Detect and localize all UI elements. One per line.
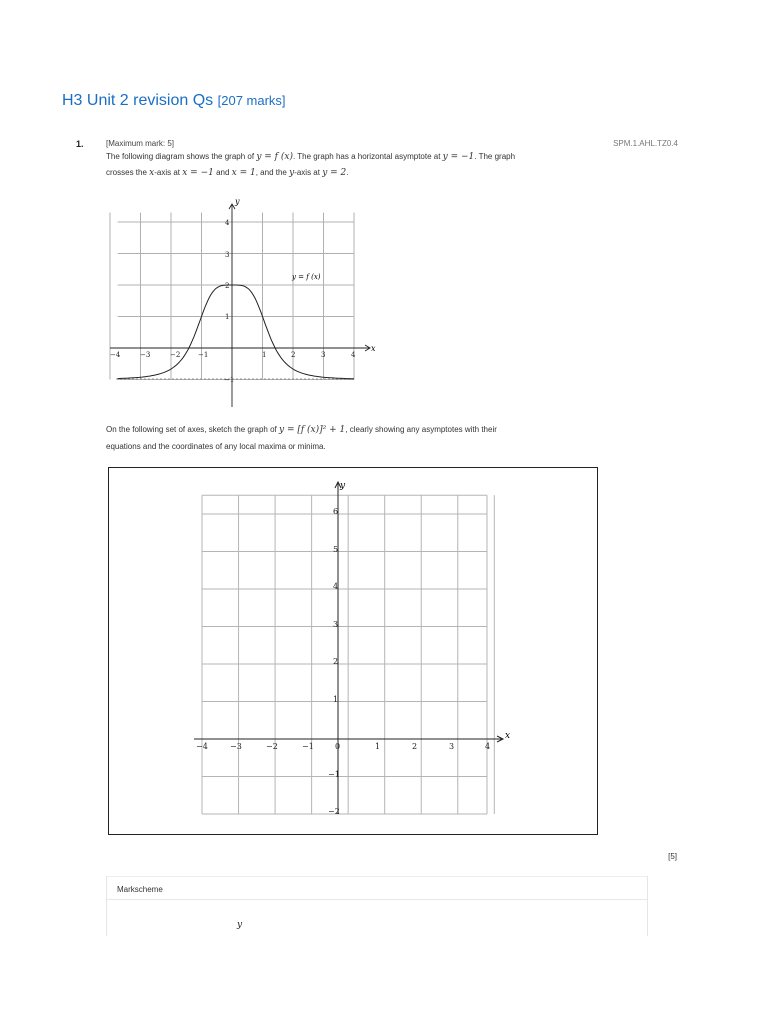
graph2-y-tick: −2 xyxy=(328,807,340,816)
graph2-y-tick: 2 xyxy=(333,657,339,666)
graph2-x-tick: 0 xyxy=(335,742,341,751)
question-reference: SPM.1.AHL.TZ0.4 xyxy=(613,139,678,148)
graph2-y-label: y xyxy=(340,481,346,491)
question-line-1: The following diagram shows the graph of y = f (x). The graph has a horizontal asymptote at y = −1. The graph xyxy=(106,152,516,162)
graph2-x-tick: 4 xyxy=(485,742,491,751)
graph2-y-tick: 1 xyxy=(333,695,339,704)
function-graph xyxy=(108,194,378,410)
title-main: H3 Unit 2 revision Qs xyxy=(62,92,214,109)
graph2-y-tick: 6 xyxy=(333,507,339,516)
question-line-3: On the following set of axes, sketch the graph of y = [f (x)]² + 1, clearly showing any asymptotes with their xyxy=(106,425,497,435)
markscheme-header[interactable]: Markscheme xyxy=(107,876,647,900)
graph1-x-tick: 3 xyxy=(321,351,326,359)
graph1-x-tick: 1 xyxy=(262,351,267,359)
graph1-x-tick: 2 xyxy=(291,351,296,359)
graph2-y-tick: 5 xyxy=(333,545,339,554)
answer-box[interactable] xyxy=(108,467,598,835)
graph1-y-tick: 1 xyxy=(225,313,230,321)
graph2-x-tick: 2 xyxy=(412,742,418,751)
graph2-y-tick: −1 xyxy=(328,770,340,779)
graph1-x-tick: −3 xyxy=(140,351,151,359)
graph1-y-tick: −1 xyxy=(224,376,235,384)
markscheme-panel[interactable] xyxy=(106,876,648,936)
page-title xyxy=(62,92,286,110)
question-line-4: equations and the coordinates of any local maxima or minima. xyxy=(106,442,326,451)
marks-available: [5] xyxy=(668,852,677,861)
graph1-x-tick: −4 xyxy=(110,351,121,359)
graph2-x-label: x xyxy=(505,731,511,741)
graph2-x-tick: 3 xyxy=(449,742,455,751)
graph1-curve-label: y = f (x) xyxy=(292,273,321,281)
graph1-x-tick: −2 xyxy=(170,351,181,359)
graph1-y-tick: 3 xyxy=(225,251,230,259)
graph2-x-tick: −2 xyxy=(266,742,278,751)
graph1-y-label: y xyxy=(235,197,240,206)
graph2-x-tick: −4 xyxy=(196,742,208,751)
title-marks: [207 marks] xyxy=(217,93,286,108)
graph2-x-tick: −1 xyxy=(302,742,314,751)
graph2-x-tick: −3 xyxy=(230,742,242,751)
blank-axes-graph xyxy=(109,468,597,834)
graph2-y-tick: 4 xyxy=(333,582,339,591)
graph1-y-tick: 2 xyxy=(225,282,230,290)
question-number: 1. xyxy=(76,139,84,149)
question-max-mark: [Maximum mark: 5] xyxy=(106,139,175,148)
graph2-y-tick: 3 xyxy=(333,620,339,629)
graph2-x-tick: 1 xyxy=(375,742,381,751)
markscheme-y-label: y xyxy=(237,920,243,930)
graph1-x-tick: 4 xyxy=(351,351,356,359)
question-line-2: crosses the x-axis at x = −1 and x = 1, and the y-axis at y = 2. xyxy=(106,168,349,178)
graph1-x-label: x xyxy=(371,344,376,353)
graph1-y-tick: 4 xyxy=(225,219,230,227)
graph1-x-tick: −1 xyxy=(198,351,209,359)
